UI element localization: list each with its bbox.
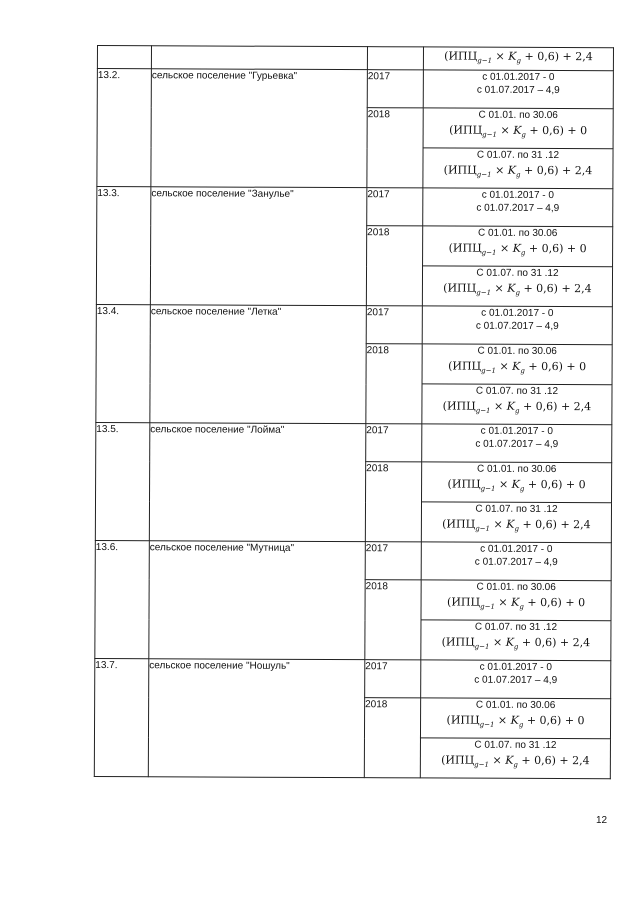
name-cell: сельское поселение "Гурьевка" [151,69,368,188]
period-text: С 01.07. по 31 .12 [476,149,560,162]
table-row [96,422,612,462]
period-text: С 01.01. по 30.06 [478,109,558,122]
period-text: С 01.01. по 30.06 [476,463,557,476]
formula: $(ИПЦ_{g-1} \times K_g + 0,6) + 2,4$ [441,635,591,651]
name-cell: сельское поселение "Мутница" [149,541,366,660]
period-cell [422,266,612,307]
period-text: с 01.07.2017 – 4,9 [476,84,560,97]
year-cell: 2017 [367,188,423,226]
name-cell: сельское поселение "Занулье" [150,187,367,306]
period-text: С 01.01. по 30.06 [477,227,558,240]
period-text: с 01.01.2017 - 0 [479,661,552,673]
table-row [97,46,613,71]
period-cell [422,462,612,503]
number-cell [97,46,151,69]
period-text: С 01.07. по 31 .12 [474,739,557,752]
period-cell [422,424,612,463]
year-cell: 2018 [366,226,422,306]
number-cell: 13.7. [94,658,149,776]
period-text: с 01.01.2017 - 0 [480,425,553,437]
period-text: С 01.07. по 31 .12 [475,503,558,516]
year-cell [367,47,423,70]
formula: $(ИПЦ_{g-1} \times K_g + 0,6) + 2,4$ [443,281,592,297]
year-cell: 2018 [364,698,420,778]
period-cell [420,698,610,739]
number-cell: 13.4. [96,304,151,422]
year-cell: 2017 [366,424,422,462]
period-cell [421,580,611,621]
period-text: С 01.01. по 30.06 [475,699,556,712]
year-cell: 2018 [366,344,422,424]
tariff-table [94,45,614,779]
number-cell: 13.3. [96,187,151,305]
formula: $(ИПЦ_{g-1} \times K_g + 0,6) + 0$ [448,359,587,375]
year-cell: 2017 [365,542,421,580]
formula: $(ИПЦ_{g-1} \times K_g + 0,6) + 2,4$ [444,49,593,65]
table-row [95,658,611,698]
period-cell [423,148,613,189]
period-cell [422,384,612,425]
period-text: с 01.01.2017 - 0 [481,307,554,319]
period-text: с 01.07.2017 – 4,9 [474,556,558,569]
name-cell [151,46,367,70]
year-cell: 2018 [367,108,423,188]
period-cell [423,226,613,267]
name-cell: сельское поселение "Ношуль" [148,659,365,778]
period-cell [423,108,613,149]
period-text: с 01.01.2017 - 0 [482,71,555,83]
formula: $(ИПЦ_{g-1} \times K_g + 0,6) + 0$ [446,713,585,729]
formula: $(ИПЦ_{g-1} \times K_g + 0,6) + 2,4$ [442,399,592,415]
page-number: 12 [596,815,608,826]
period-cell [422,306,612,345]
table-row [97,69,613,109]
period-cell [421,660,611,699]
formula: $(ИПЦ_{g-1} \times K_g + 0,6) + 0$ [447,595,586,611]
period-text: С 01.01. по 30.06 [476,581,556,594]
name-cell: сельское поселение "Летка" [150,305,367,424]
table-row [97,187,613,227]
table-row [95,540,611,580]
name-cell: сельское поселение "Лойма" [149,423,366,542]
table-row [96,304,612,344]
number-cell: 13.6. [95,540,150,658]
period-cell [421,542,611,581]
number-cell: 13.2. [97,69,152,187]
year-cell: 2018 [365,462,421,542]
period-text: с 01.01.2017 - 0 [481,189,555,201]
period-cell [423,70,613,109]
period-cell [423,188,613,227]
period-text: с 01.07.2017 – 4,9 [475,320,559,333]
period-text: с 01.07.2017 – 4,9 [474,674,558,687]
number-cell: 13.5. [95,422,150,540]
year-cell: 2017 [367,70,423,108]
period-text: С 01.01. по 30.06 [477,345,557,358]
period-text: с 01.07.2017 – 4,9 [475,438,559,451]
period-cell [421,620,611,661]
year-cell: 2017 [366,306,422,344]
period-cell [421,502,611,543]
period-text: с 01.01.2017 - 0 [480,543,553,555]
period-cell [423,47,613,71]
formula: $(ИПЦ_{g-1} \times K_g + 0,6) + 0$ [447,477,586,493]
period-text: С 01.07. по 31 .12 [475,385,559,398]
formula: $(ИПЦ_{g-1} \times K_g + 0,6) + 0$ [448,241,587,257]
year-cell: 2017 [365,660,421,698]
year-cell: 2018 [365,580,421,660]
period-text: С 01.07. по 31 .12 [476,267,559,280]
period-text: с 01.07.2017 – 4,9 [476,202,560,215]
formula: $(ИПЦ_{g-1} \times K_g + 0,6) + 2,4$ [443,163,593,179]
formula: $(ИПЦ_{g-1} \times K_g + 0,6) + 0$ [449,123,588,139]
formula: $(ИПЦ_{g-1} \times K_g + 0,6) + 2,4$ [442,517,591,533]
period-text: С 01.07. по 31 .12 [474,621,558,634]
period-cell [422,344,612,385]
period-cell [420,738,610,779]
formula: $(ИПЦ_{g-1} \times K_g + 0,6) + 2,4$ [441,753,590,769]
